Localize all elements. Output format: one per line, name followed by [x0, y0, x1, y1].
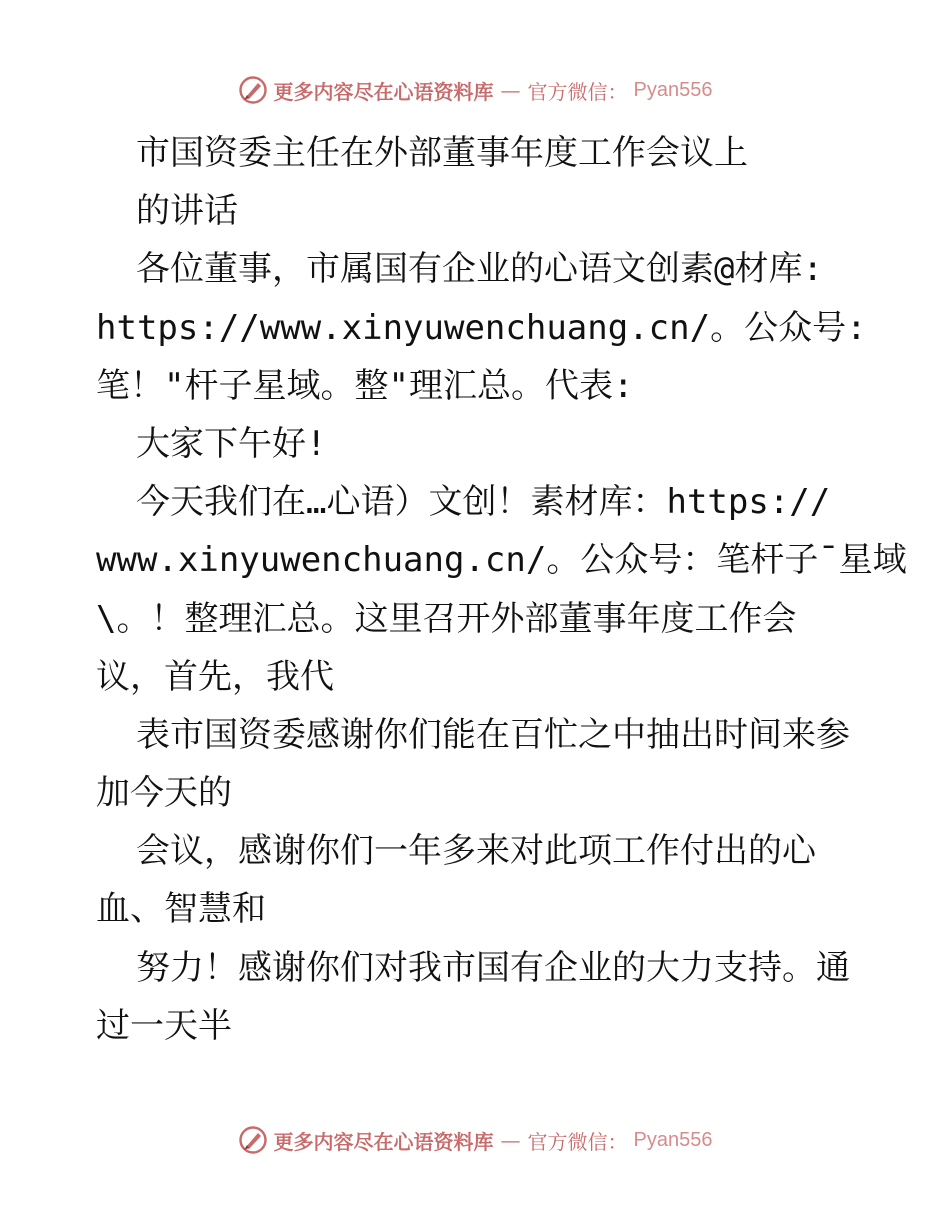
banner-wechat-label: 官方微信： — [527, 1129, 628, 1154]
paragraph-line: https://www.xinyuwenchuang.cn/。公众号: — [96, 307, 867, 348]
paragraph-line: 的讲话 — [136, 191, 238, 232]
banner-brand-text: 更多内容尽在心语资料库 — [273, 1129, 494, 1154]
quill-circle-logo-icon — [238, 1125, 268, 1155]
document-body — [96, 124, 907, 1055]
banner-dash: — — [500, 78, 521, 102]
paragraph-line: 表市国资委感谢你们能在百忙之中抽出时间来参 — [136, 714, 850, 755]
paragraph-line: 今天我们在…心语）文创！素材库：https:// — [136, 482, 831, 523]
paragraph-line: 笔！"杆子星域。整"理汇总。代表: — [96, 365, 634, 406]
banner-brand-text: 更多内容尽在心语资料库 — [273, 79, 494, 104]
banner-wechat-label: 官方微信： — [527, 79, 628, 104]
paragraph-line: 大家下午好! — [136, 423, 327, 464]
quill-circle-logo-icon — [238, 75, 268, 105]
paragraph-line: 议，首先，我代 — [96, 656, 334, 697]
paragraph-line: 过一天半 — [96, 1005, 232, 1046]
paragraph-line: 努力！感谢你们对我市国有企业的大力支持。通 — [136, 947, 850, 988]
banner-wechat-id: Pyan556 — [633, 1128, 713, 1151]
paragraph-line: 血、智慧和 — [96, 889, 266, 930]
banner-dash: — — [500, 1128, 521, 1152]
paragraph-line: 各位董事，市属国有企业的心语文创素@材库: — [136, 249, 823, 290]
paragraph-line: 会议，感谢你们一年多来对此项工作付出的心 — [136, 831, 816, 872]
header-watermark-banner — [0, 70, 950, 110]
paragraph-line: 市国资委主任在外部董事年度工作会议上 — [136, 133, 748, 173]
footer-watermark-banner — [0, 1120, 950, 1160]
banner-wechat-id: Pyan556 — [633, 78, 713, 101]
paragraph-line: 加今天的 — [96, 773, 232, 814]
paragraph-line: www.xinyuwenchuang.cn/。公众号：笔杆子¯星域 — [96, 540, 907, 581]
paragraph-line: \。！整理汇总。这里召开外部董事年度工作会 — [96, 598, 797, 639]
